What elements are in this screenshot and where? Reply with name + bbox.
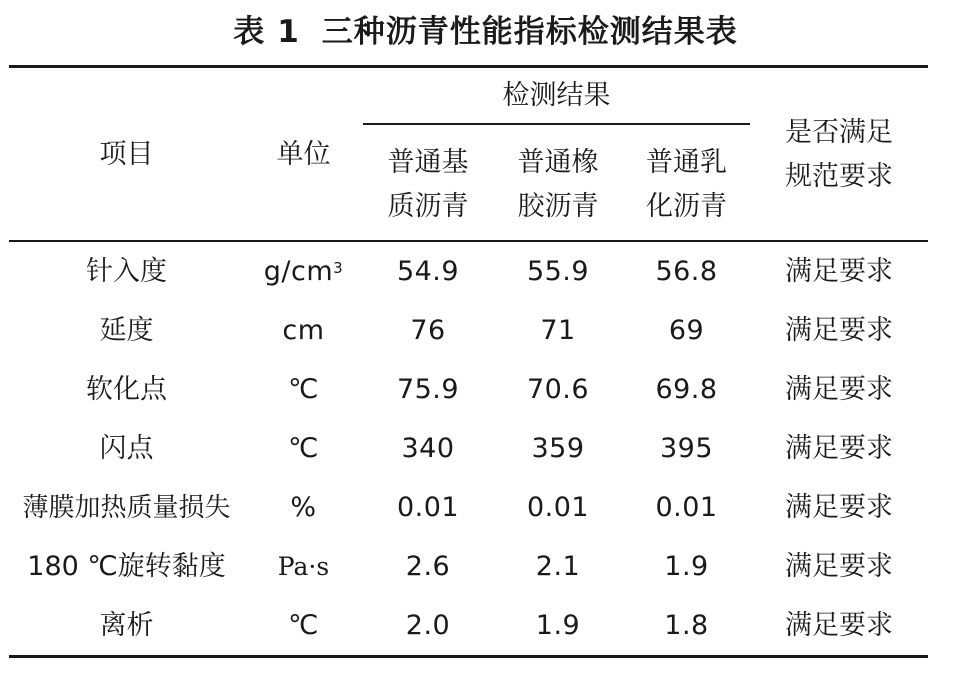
header-col-rubber-line2: 胶沥青: [517, 191, 599, 222]
row-7-value-emulsified: 1.8: [664, 610, 709, 641]
row-4-value-rubber: 359: [531, 433, 585, 464]
row-5-item: 薄膜加热质量损失: [22, 493, 231, 523]
header-col-base-line1: 普通基: [387, 147, 469, 178]
header-col-emulsified-line1: 普通乳: [646, 147, 727, 178]
table-title-prefix: 表: [233, 14, 266, 50]
row-4-value-base: 340: [401, 433, 455, 464]
table-top-rule: [9, 65, 928, 68]
row-1-value-emulsified: 56.8: [655, 256, 718, 287]
row-7-unit: ℃: [288, 610, 319, 641]
row-1-compliance: 满足要求: [785, 256, 893, 287]
header-col-emulsified-asphalt: [623, 137, 750, 233]
row-1-value-rubber: 55.9: [526, 256, 590, 287]
row-2-unit: cm: [282, 315, 325, 346]
header-unit: 单位: [276, 139, 331, 170]
header-results-group: 检测结果: [502, 80, 611, 111]
table-title-number: 1: [277, 14, 300, 50]
row-3-value-emulsified: 69.8: [655, 374, 718, 405]
header-item: 项目: [99, 139, 154, 170]
row-6-value-base: 2.6: [405, 551, 451, 582]
row-2-value-rubber: 71: [540, 315, 576, 346]
row-4-compliance: 满足要求: [785, 433, 893, 464]
row-4-unit: ℃: [288, 433, 319, 464]
row-7-item: 离析: [99, 610, 154, 641]
row-1-value-base: 54.9: [396, 256, 460, 287]
row-6-unit: Pa·s: [277, 552, 330, 581]
row-3-value-rubber: 70.6: [526, 374, 590, 405]
table-header-rule: [9, 240, 928, 242]
row-6-value-emulsified: 1.9: [664, 551, 709, 582]
row-1-item: 针入度: [86, 256, 167, 287]
header-compliance: [750, 107, 928, 203]
row-6-compliance: 满足要求: [785, 551, 893, 582]
header-col-base-asphalt: [363, 137, 493, 233]
row-2-value-emulsified: 69: [668, 315, 705, 346]
row-1-unit-superscript: 3: [333, 259, 344, 277]
row-3-item: 软化点: [86, 374, 167, 405]
results-group-rule: [363, 123, 750, 125]
row-7-value-base: 2.0: [405, 610, 451, 641]
row-1-unit: [244, 251, 363, 293]
row-5-compliance: 满足要求: [785, 492, 893, 523]
header-col-emulsified-line2: 化沥青: [646, 191, 727, 222]
row-6-value-rubber: 2.1: [535, 551, 581, 582]
row-3-value-base: 75.9: [396, 374, 460, 405]
row-4-value-emulsified: 395: [659, 433, 714, 464]
table-bottom-rule: [9, 655, 928, 658]
table-title-text: 三种沥青性能指标检测结果表: [321, 14, 738, 50]
header-col-rubber-asphalt: [493, 137, 623, 233]
header-col-rubber-line1: 普通橡: [517, 147, 599, 178]
header-compliance-line2: 规范要求: [785, 161, 893, 192]
row-2-value-base: 76: [410, 315, 446, 346]
row-1-unit-base: g/cm: [263, 256, 334, 287]
row-5-value-base: 0.01: [396, 492, 460, 523]
row-2-item: 延度: [99, 315, 154, 346]
row-2-compliance: 满足要求: [785, 315, 893, 346]
row-7-compliance: 满足要求: [785, 610, 893, 641]
row-5-value-rubber: 0.01: [526, 492, 590, 523]
header-col-base-line2: 质沥青: [387, 191, 469, 222]
row-3-compliance: 满足要求: [785, 374, 893, 405]
row-3-unit: ℃: [288, 374, 319, 405]
table-title: [0, 10, 971, 54]
row-5-unit: %: [290, 492, 317, 523]
row-6-item: 180 ℃旋转黏度: [27, 551, 226, 582]
row-7-value-rubber: 1.9: [535, 610, 581, 641]
row-4-item: 闪点: [99, 433, 154, 464]
row-5-value-emulsified: 0.01: [655, 492, 718, 523]
header-compliance-line1: 是否满足: [785, 117, 893, 148]
